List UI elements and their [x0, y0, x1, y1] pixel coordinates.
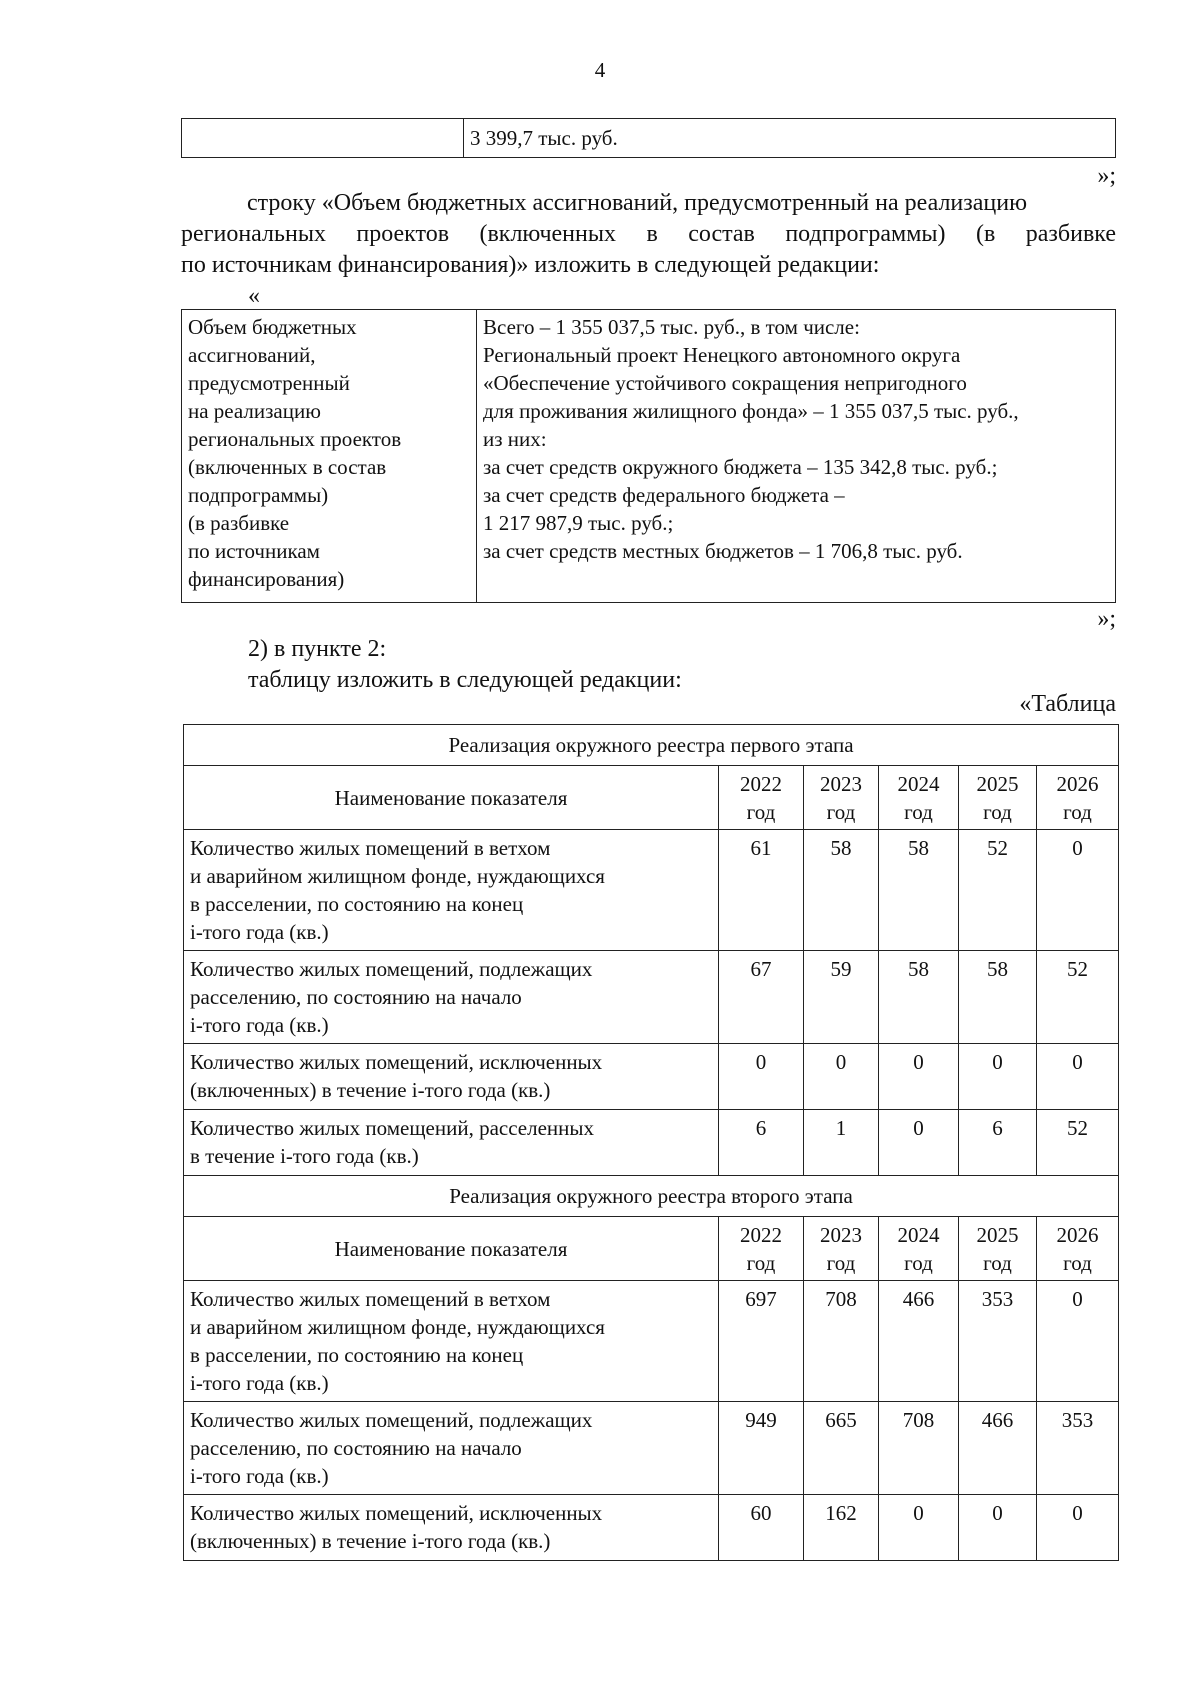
- value-cell: 0: [879, 1495, 959, 1561]
- year-label: год: [904, 1251, 933, 1275]
- value-cell: 0: [719, 1044, 804, 1110]
- indicator-name: [184, 830, 719, 951]
- year-number: 2025: [976, 772, 1019, 796]
- indicator-line: в расселении, по состоянию на конец: [190, 892, 524, 916]
- value-cell: 0: [804, 1044, 879, 1110]
- table-row: [184, 1110, 1119, 1176]
- value-cell: 466: [879, 1281, 959, 1402]
- header-year: [959, 1217, 1037, 1281]
- header-row: [184, 1217, 1119, 1281]
- value-cell: 0: [959, 1044, 1037, 1110]
- value-cell: 0: [1037, 1281, 1119, 1402]
- value-line: Региональный проект Ненецкого автономного округа: [483, 343, 961, 367]
- indicator-line: Количество жилых помещений в ветхом: [190, 836, 551, 860]
- year-number: 2024: [897, 772, 940, 796]
- indicator-line: Количество жилых помещений, подлежащих: [190, 1408, 593, 1432]
- value-cell: 61: [719, 830, 804, 951]
- value-line: за счет средств окружного бюджета – 135 342,8 тыс. руб.;: [483, 455, 998, 479]
- indicator-line: и аварийном жилищном фонде, нуждающихся: [190, 864, 605, 888]
- label-line: ассигнований,: [188, 343, 316, 367]
- year-label: год: [746, 800, 776, 824]
- budget-value-cell: [477, 310, 1116, 603]
- year-label: год: [826, 1251, 856, 1275]
- indicator-line: i-того года (кв.): [190, 1013, 329, 1037]
- year-label: год: [904, 800, 933, 824]
- opening-quote: «: [248, 283, 260, 309]
- value-cell: 0: [879, 1044, 959, 1110]
- table-row: [184, 1402, 1119, 1495]
- value-cell: 353: [1037, 1402, 1119, 1495]
- indicator-line: i-того года (кв.): [190, 1464, 329, 1488]
- value-line: 1 217 987,9 тыс. руб.;: [483, 511, 674, 535]
- indicator-name: [184, 1495, 719, 1561]
- year-label: год: [826, 800, 856, 824]
- table-row: [184, 1281, 1119, 1402]
- empty-cell: [182, 119, 464, 158]
- section-title-row: [184, 725, 1119, 766]
- value-cell: 58: [959, 951, 1037, 1044]
- indicator-line: расселению, по состоянию на начало: [190, 1436, 522, 1460]
- value-cell: 665: [804, 1402, 879, 1495]
- indicator-line: Количество жилых помещений, расселенных: [190, 1116, 594, 1140]
- paragraph-line: строку «Объем бюджетных ассигнований, предусмотренный на реализацию: [247, 190, 1028, 216]
- indicator-line: в расселении, по состоянию на конец: [190, 1343, 524, 1367]
- indicator-name: [184, 1402, 719, 1495]
- indicator-line: расселению, по состоянию на начало: [190, 985, 522, 1009]
- indicator-line: в течение i-того года (кв.): [190, 1144, 419, 1168]
- header-indicator-name: Наименование показателя: [184, 766, 719, 830]
- value-cell: 708: [879, 1402, 959, 1495]
- value-cell: 60: [719, 1495, 804, 1561]
- value-cell: 0: [879, 1110, 959, 1176]
- budget-label-cell: [182, 310, 477, 603]
- table-row: [184, 951, 1119, 1044]
- budget-table: [181, 309, 1116, 603]
- indicator-name: [184, 1044, 719, 1110]
- value-line: за счет средств федерального бюджета –: [483, 483, 845, 507]
- value-cell: 59: [804, 951, 879, 1044]
- value-cell: 353: [959, 1281, 1037, 1402]
- item-2-text: таблицу изложить в следующей редакции:: [248, 667, 682, 693]
- header-year: [879, 766, 959, 830]
- indicator-line: Количество жилых помещений в ветхом: [190, 1287, 551, 1311]
- year-number: 2022: [740, 1223, 782, 1247]
- header-indicator-name: Наименование показателя: [184, 1217, 719, 1281]
- indicator-line: (включенных) в течение i-того года (кв.): [190, 1529, 551, 1553]
- value-cell: 162: [804, 1495, 879, 1561]
- year-number: 2025: [976, 1223, 1019, 1247]
- year-label: год: [983, 800, 1012, 824]
- label-line: региональных проектов: [188, 427, 402, 451]
- value-line: для проживания жилищного фонда» – 1 355 037,5 тыс. руб.,: [483, 399, 1019, 423]
- value-cell: 708: [804, 1281, 879, 1402]
- indicator-line: i-того года (кв.): [190, 1371, 329, 1395]
- indicator-name: [184, 1110, 719, 1176]
- value-cell: 67: [719, 951, 804, 1044]
- value-cell: 0: [1037, 830, 1119, 951]
- value-line: из них:: [483, 427, 547, 451]
- value-line: за счет средств местных бюджетов – 1 706,8 тыс. руб.: [483, 539, 963, 563]
- year-label: год: [1063, 1251, 1092, 1275]
- label-line: предусмотренный: [188, 371, 350, 395]
- label-line: по источникам: [188, 539, 320, 563]
- indicator-line: Количество жилых помещений, исключенных: [190, 1501, 603, 1525]
- header-row: [184, 766, 1119, 830]
- paragraph: [181, 188, 1116, 281]
- year-number: 2023: [820, 1223, 862, 1247]
- header-year: [804, 1217, 879, 1281]
- value-cell: 697: [719, 1281, 804, 1402]
- closing-quote: »;: [1097, 606, 1116, 632]
- value-cell: 0: [1037, 1044, 1119, 1110]
- value-line: Всего – 1 355 037,5 тыс. руб., в том числе:: [483, 315, 860, 339]
- closing-quote: »;: [1097, 163, 1116, 189]
- indicator-line: (включенных) в течение i-того года (кв.): [190, 1078, 551, 1102]
- label-line: на реализацию: [188, 399, 321, 423]
- value-cell: 1: [804, 1110, 879, 1176]
- table-label: «Таблица: [1019, 691, 1116, 717]
- value-cell: 0: [959, 1495, 1037, 1561]
- table-row: [184, 1495, 1119, 1561]
- value-cell: 466: [959, 1402, 1037, 1495]
- header-year: [959, 766, 1037, 830]
- year-label: год: [1063, 800, 1092, 824]
- year-number: 2026: [1056, 772, 1099, 796]
- indicator-line: Количество жилых помещений, подлежащих: [190, 957, 593, 981]
- value-cell: 52: [1037, 951, 1119, 1044]
- header-year: [719, 1217, 804, 1281]
- year-number: 2024: [897, 1223, 940, 1247]
- item-2-heading: 2) в пункте 2:: [248, 636, 387, 662]
- value-cell: 0: [1037, 1495, 1119, 1561]
- value-cell: 949: [719, 1402, 804, 1495]
- section-title: Реализация окружного реестра первого этапа: [184, 725, 1119, 766]
- value-cell: 58: [804, 830, 879, 951]
- year-number: 2022: [740, 772, 782, 796]
- value-cell: 52: [1037, 1110, 1119, 1176]
- header-year: [879, 1217, 959, 1281]
- header-year: [719, 766, 804, 830]
- table-row: [184, 1044, 1119, 1110]
- amount-cell: 3 399,7 тыс. руб.: [464, 119, 1116, 158]
- indicator-line: Количество жилых помещений, исключенных: [190, 1050, 603, 1074]
- top-table: [181, 118, 1116, 158]
- label-line: подпрограммы): [188, 483, 329, 507]
- value-cell: 58: [879, 951, 959, 1044]
- table-row: [182, 310, 1116, 603]
- table-row: [184, 830, 1119, 951]
- label-line: Объем бюджетных: [188, 315, 357, 339]
- page-number: 4: [594, 58, 606, 82]
- section-title: Реализация окружного реестра второго этапа: [184, 1176, 1119, 1217]
- value-cell: 52: [959, 830, 1037, 951]
- header-year: [1037, 766, 1119, 830]
- paragraph-line: региональных проектов (включенных в состав подпрограммы) (в разбивке: [181, 221, 1116, 247]
- indicator-line: и аварийном жилищном фонде, нуждающихся: [190, 1315, 605, 1339]
- label-line: (включенных в состав: [188, 455, 387, 479]
- year-label: год: [983, 1251, 1012, 1275]
- year-label: год: [746, 1251, 776, 1275]
- label-line: финансирования): [188, 567, 345, 591]
- value-line: «Обеспечение устойчивого сокращения непригодного: [483, 371, 967, 395]
- header-year: [1037, 1217, 1119, 1281]
- label-line: (в разбивке: [188, 511, 290, 535]
- paragraph-line: по источникам финансирования)» изложить в следующей редакции:: [181, 252, 880, 278]
- registry-table: [183, 724, 1119, 1561]
- value-cell: 6: [719, 1110, 804, 1176]
- value-cell: 6: [959, 1110, 1037, 1176]
- indicator-name: [184, 951, 719, 1044]
- year-number: 2023: [820, 772, 862, 796]
- indicator-name: [184, 1281, 719, 1402]
- year-number: 2026: [1056, 1223, 1099, 1247]
- indicator-line: i-того года (кв.): [190, 920, 329, 944]
- header-year: [804, 766, 879, 830]
- value-cell: 58: [879, 830, 959, 951]
- section-title-row: [184, 1176, 1119, 1217]
- table-row: [182, 119, 1116, 158]
